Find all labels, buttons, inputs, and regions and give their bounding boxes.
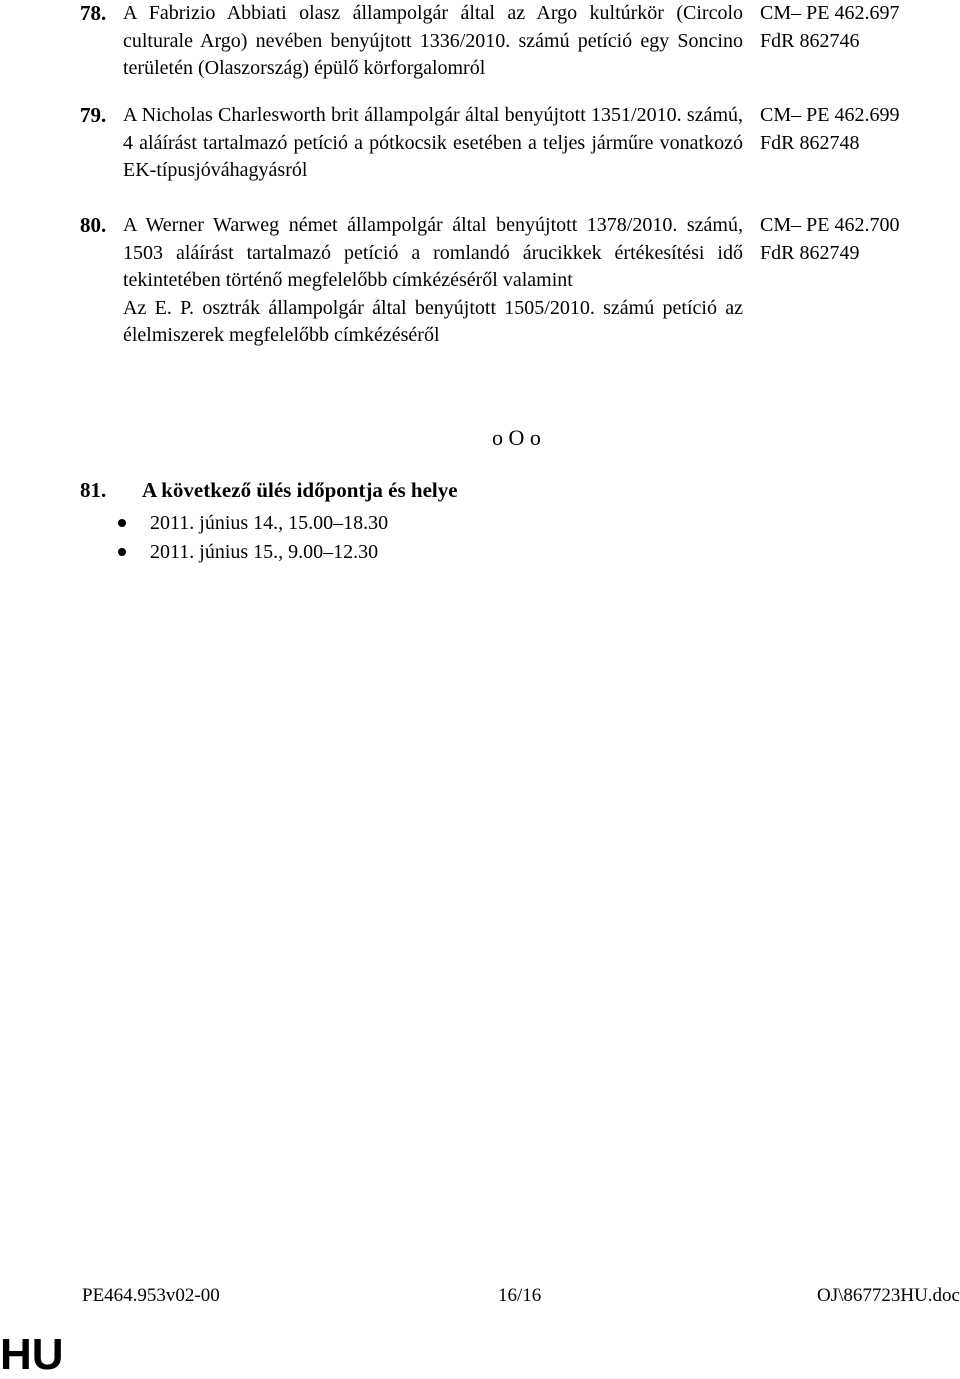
bullet-icon	[118, 548, 126, 556]
item-paragraph: A Nicholas Charlesworth brit állampolgár által benyújtott 1351/2010. számú, 4 aláírást tartalmazó petíció a pótkocsik esetében a teljes járműre vonatkozó EK-típusjóváhagyásról	[123, 104, 743, 181]
item-number: 80.	[80, 213, 107, 237]
document-reference: PE464.953v02-00	[82, 1285, 220, 1306]
page-number: 16/16	[498, 1285, 542, 1306]
list-item	[112, 509, 388, 538]
section-heading: A következő ülés időpontja és helye	[142, 478, 458, 502]
page-footer	[82, 1285, 960, 1313]
fdr-reference: FdR 862749	[760, 241, 860, 264]
item-reference	[760, 212, 960, 267]
meeting-date: 2011. június 14., 15.00–18.30	[150, 512, 389, 534]
bullet-icon	[118, 519, 126, 527]
fdr-reference: FdR 862748	[760, 131, 860, 154]
meeting-dates-list	[112, 509, 388, 566]
section-separator: o O o	[492, 425, 541, 450]
cm-reference: CM– PE 462.699	[760, 104, 900, 126]
item-number: 79.	[80, 103, 107, 127]
list-item	[112, 538, 388, 567]
language-code: HU	[0, 1330, 64, 1379]
item-paragraph: Az E. P. osztrák állampolgár által benyújtott 1505/2010. számú petíció az élelmiszerek megfelelőbb címkézéséről	[123, 296, 743, 346]
item-text	[123, 102, 743, 185]
item-text	[123, 0, 743, 83]
item-reference	[760, 0, 960, 55]
item-paragraph: A Fabrizio Abbiati olasz állampolgár által az Argo kultúrkör (Circolo culturale Argo) nevében benyújtott 1336/2010. számú petíció egy Soncino területén (Olaszország) épülő körforgalomról	[123, 2, 743, 79]
item-number: 81.	[80, 478, 107, 502]
meeting-date: 2011. június 15., 9.00–12.30	[150, 540, 379, 563]
item-paragraph: A Werner Warweg német állampolgár által benyújtott 1378/2010. számú, 1503 aláírást tartalmazó petíció a romlandó árucikkek értékesítési idő tekintetében történő megfelelőbb címkézéséről valamint	[123, 214, 743, 291]
item-number: 78.	[80, 1, 107, 25]
file-name: OJ\867723HU.doc	[816, 1285, 960, 1306]
cm-reference: CM– PE 462.697	[760, 2, 900, 24]
cm-reference: CM– PE 462.700	[760, 214, 900, 236]
item-text	[123, 212, 743, 350]
item-reference	[760, 102, 960, 157]
fdr-reference: FdR 862746	[760, 29, 860, 52]
